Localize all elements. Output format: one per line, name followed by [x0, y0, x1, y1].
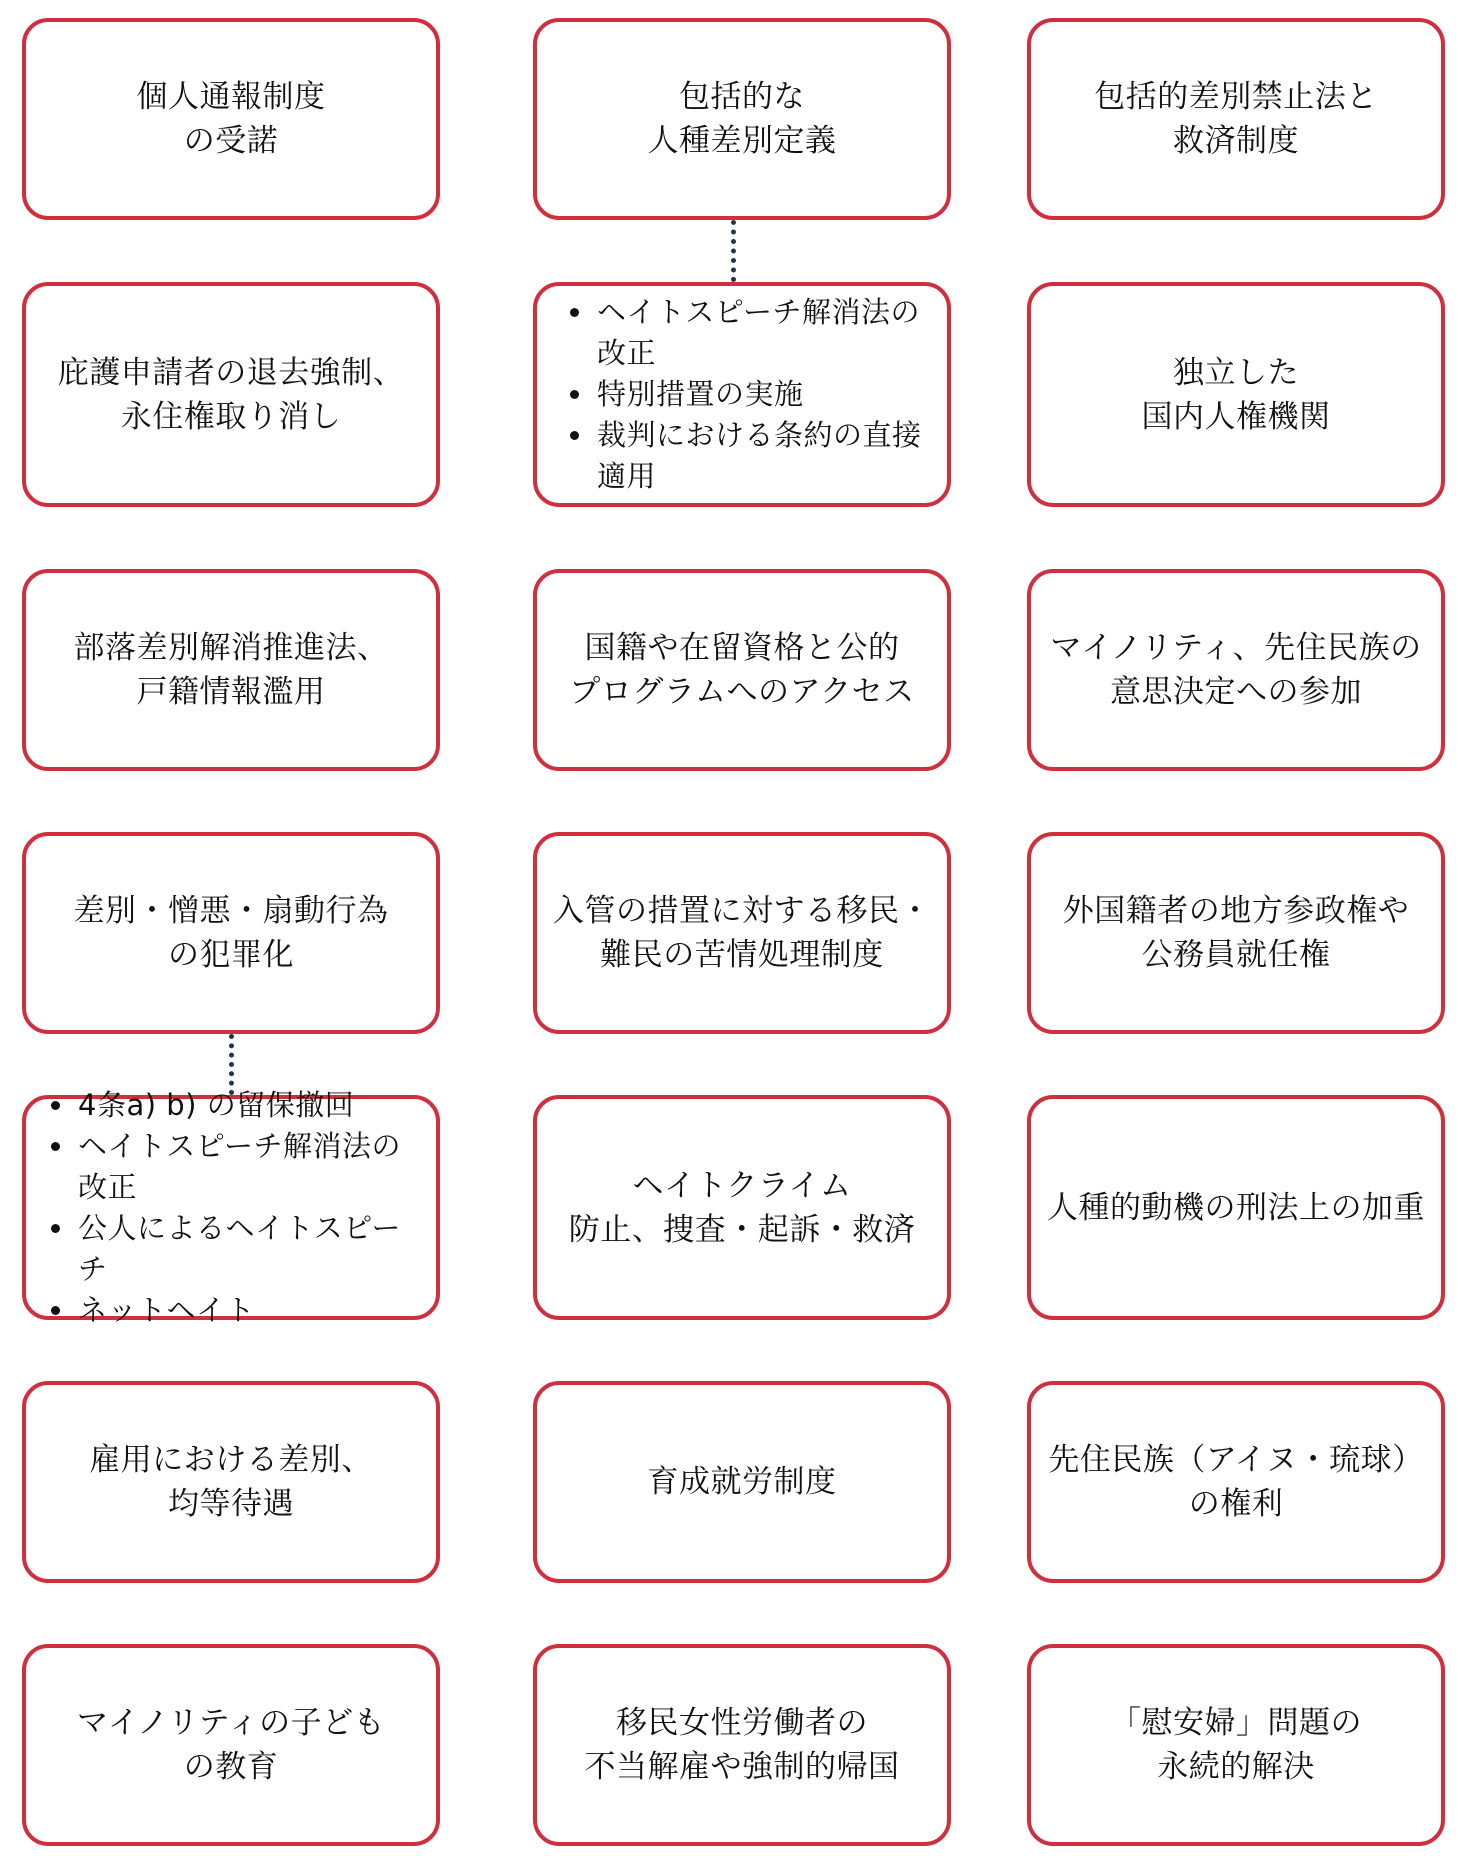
bullet-item: • 公人によるヘイトスピーチ [76, 1208, 428, 1290]
box-racial-motive-aggravation [1027, 1095, 1445, 1320]
box-label: 国籍や在留資格と公的 プログラムへのアクセス [569, 630, 915, 710]
box-label: 個人通報制度 の受諾 [136, 79, 326, 159]
box-label: 「慰安婦」問題の 永続的解決 [1110, 1705, 1362, 1785]
box-criminalization-details [22, 1087, 440, 1327]
box-label: 移民女性労働者の 不当解雇や強制的帰国 [584, 1705, 900, 1785]
box-label: マイノリティの子ども の教育 [76, 1705, 386, 1785]
box-label: 外国籍者の地方参政権や 公務員就任権 [1062, 893, 1410, 973]
box-label: 雇用における差別、 均等待遇 [89, 1442, 373, 1522]
box-label: 先住民族（アイヌ・琉球） の権利 [1048, 1442, 1424, 1522]
box-label: 育成就労制度 [647, 1464, 837, 1500]
bullet-list [48, 1085, 428, 1331]
box-criminalization [22, 832, 440, 1034]
box-label: マイノリティ、先住民族の 意思決定への参加 [1050, 630, 1422, 710]
bullet-item: • 4条a) b) の留保撤回 [76, 1085, 428, 1126]
box-minority-participation [1027, 569, 1445, 771]
bullet-item: • 特別措置の実施 [595, 374, 939, 415]
box-label: 庇護申請者の退去強制、 永住権取り消し [57, 354, 405, 435]
box-hate-crime [533, 1095, 951, 1320]
box-racial-discrimination-definition [533, 18, 951, 220]
box-individual-communication [22, 18, 440, 220]
box-nationality-program-access [533, 569, 951, 771]
box-label: 入管の措置に対する移民・ 難民の苦情処理制度 [553, 893, 931, 973]
box-label: 包括的な 人種差別定義 [647, 79, 837, 159]
bullet-item: • 裁判における条約の直接適用 [595, 415, 939, 497]
box-foreign-residents-rights [1027, 832, 1445, 1034]
box-asylum-deportation [22, 282, 440, 507]
box-label: 差別・憎悪・扇動行為 の犯罪化 [73, 893, 389, 973]
box-national-human-rights-institution [1027, 282, 1445, 507]
box-definition-details [533, 282, 951, 507]
box-immigration-complaints [533, 832, 951, 1034]
box-buraku-discrimination [22, 569, 440, 771]
box-label: ヘイトクライム 防止、捜査・起訴・救済 [568, 1167, 916, 1248]
dotted-connector [731, 220, 736, 282]
box-anti-discrimination-law [1027, 18, 1445, 220]
box-indigenous-rights [1027, 1381, 1445, 1583]
bullet-item: • ヘイトスピーチ解消法の改正 [595, 292, 939, 374]
box-label: 部落差別解消推進法、 戸籍情報濫用 [73, 630, 389, 710]
box-comfort-women-issue [1027, 1644, 1445, 1846]
box-minority-children-education [22, 1644, 440, 1846]
bullet-item: • ヘイトスピーチ解消法の改正 [76, 1126, 428, 1208]
box-label: 独立した 国内人権機関 [1141, 354, 1331, 435]
box-label: 人種的動機の刑法上の加重 [1047, 1189, 1425, 1226]
bullet-item: • ネットヘイト [76, 1290, 428, 1331]
box-label: 包括的差別禁止法と 救済制度 [1094, 79, 1378, 159]
bullet-list [567, 292, 939, 497]
box-migrant-women-workers [533, 1644, 951, 1846]
box-employment-training-system [533, 1381, 951, 1583]
box-employment-discrimination [22, 1381, 440, 1583]
